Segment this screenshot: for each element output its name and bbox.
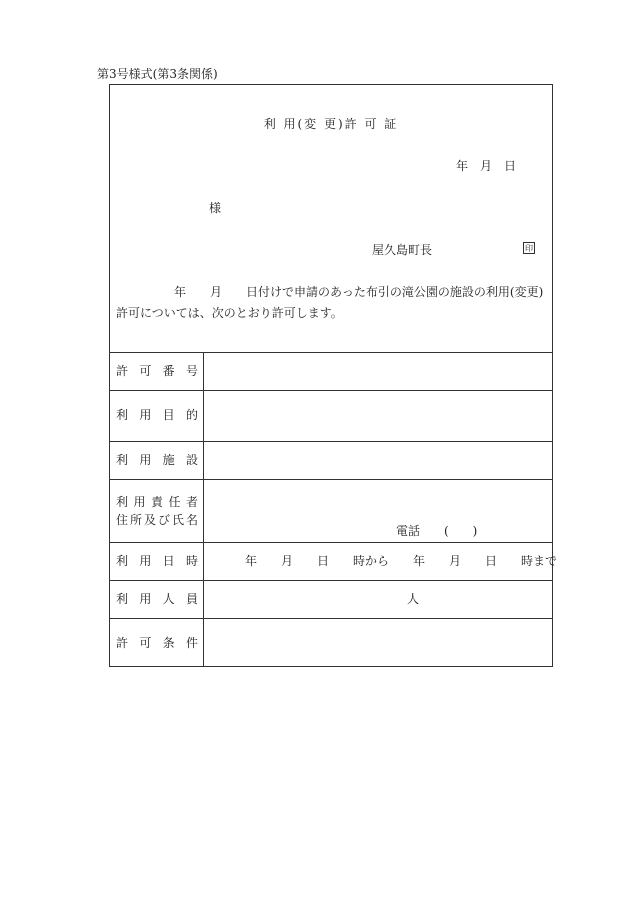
row-divider [110, 618, 552, 619]
seal-icon: 印 [525, 244, 533, 253]
people-label: 利 用 人 員 [116, 592, 198, 606]
issue-date-line: 年 月 日 [456, 159, 517, 173]
document-title: 利 用(変 更)許 可 証 [263, 117, 399, 131]
datetime-label: 利 用 日 時 [116, 554, 198, 568]
row-divider [110, 542, 552, 543]
permit-number-label: 許 可 番 号 [116, 364, 198, 378]
row-divider [110, 441, 552, 442]
datetime-value: 年 月 日 時から 年 月 日 時まで [245, 554, 558, 568]
purpose-label: 利 用 目 的 [116, 408, 198, 422]
permit-form [109, 84, 558, 667]
row-divider [110, 580, 552, 581]
issuer-name: 屋久島町長 [372, 243, 433, 257]
conditions-label: 許 可 条 件 [116, 636, 198, 650]
table-top-border [110, 352, 552, 353]
people-unit: 人 [407, 592, 420, 606]
addressee-suffix: 様 [209, 201, 222, 215]
form-caption: 第3号様式(第3条関係) [97, 67, 218, 81]
phone-label: 電話 ( ) [396, 524, 478, 538]
column-divider [203, 352, 204, 667]
responsible-person-label: 利用責任者 [116, 495, 198, 509]
facility-label: 利 用 施 設 [116, 453, 198, 467]
body-text-line-2: 許可については、次のとおり許可します。 [116, 306, 343, 320]
row-divider [110, 479, 552, 480]
row-divider [110, 390, 552, 391]
address-name-label: 住所及び氏名 [116, 513, 198, 527]
body-text-line-1: 年 月 日付けで申請のあった布引の滝公園の施設の利用(変更) [174, 285, 544, 299]
